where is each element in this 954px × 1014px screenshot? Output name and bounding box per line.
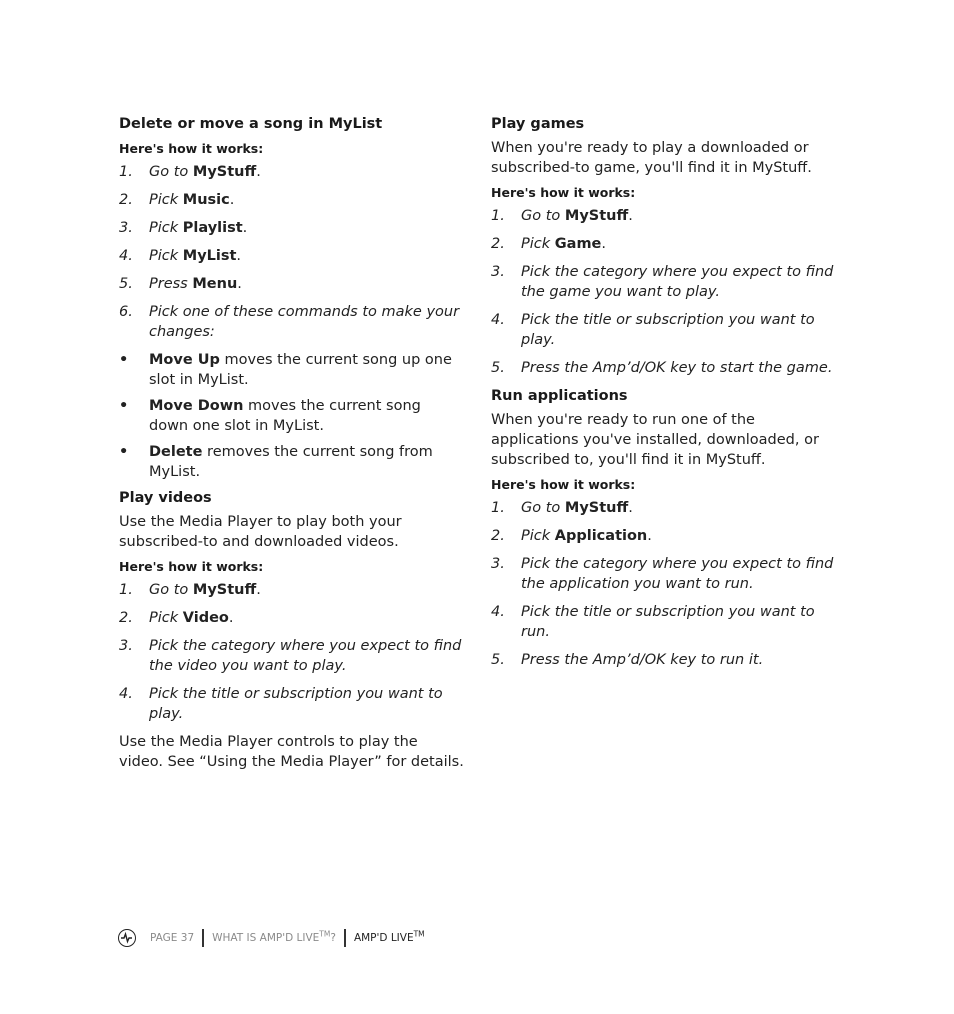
left-column bbox=[119, 114, 464, 776]
bullet-item: • Move Down moves the current song down one slot in MyList. bbox=[119, 398, 421, 434]
step-item: 4. Pick the title or subscription you want to play. bbox=[491, 312, 815, 348]
app-steps bbox=[491, 498, 836, 670]
page-number: PAGE 37 bbox=[150, 932, 195, 944]
step-item: 4. Pick the title or subscription you want to play. bbox=[119, 686, 443, 722]
step-item: 4. Pick the title or subscription you want to run. bbox=[491, 604, 815, 640]
ampd-logo-icon bbox=[118, 929, 136, 947]
videos-intro: Use the Media Player to play both your subscribed-to and downloaded videos. bbox=[119, 514, 402, 550]
footer-divider bbox=[344, 929, 346, 947]
run-applications-heading: Run applications bbox=[491, 388, 628, 404]
how-it-works-label: Here's how it works: bbox=[119, 559, 264, 574]
step-item: 5. Press the Amp’d/OK key to run it. bbox=[491, 652, 764, 668]
video-steps bbox=[119, 580, 464, 724]
step-item: 5. Press the Amp’d/OK key to start the game. bbox=[491, 360, 833, 376]
step-item: 2. Pick Game. bbox=[491, 236, 607, 252]
game-steps bbox=[491, 206, 836, 378]
step-item: 2. Pick Music. bbox=[119, 192, 235, 208]
right-column bbox=[491, 114, 836, 678]
how-it-works-label: Here's how it works: bbox=[491, 477, 636, 492]
step-item: 1. Go to MyStuff. bbox=[119, 582, 261, 598]
step-item: 1. Go to MyStuff. bbox=[491, 500, 633, 516]
games-intro: When you're ready to play a downloaded or subscribed-to game, you'll find it in MyStuff. bbox=[491, 140, 812, 176]
step-item: 4. Pick MyList. bbox=[119, 248, 242, 264]
book-title: AMP'D LIVE™ bbox=[353, 929, 425, 944]
step-item: 6. Pick one of these commands to make your changes: bbox=[119, 304, 460, 340]
step-item: 1. Go to MyStuff. bbox=[119, 164, 261, 180]
step-item: 3. Pick Playlist. bbox=[119, 220, 248, 236]
step-item: 3. Pick the category where you expect to find the video you want to play. bbox=[119, 638, 462, 674]
videos-outro: Use the Media Player controls to play the video. See “Using the Media Player” for details. bbox=[119, 734, 464, 770]
play-videos-heading: Play videos bbox=[119, 490, 212, 506]
step-item: 2. Pick Application. bbox=[491, 528, 652, 544]
command-bullets bbox=[119, 350, 464, 482]
step-item: 3. Pick the category where you expect to find the application you want to run. bbox=[491, 556, 834, 592]
bullet-item: • Delete removes the current song from MyList. bbox=[119, 444, 433, 480]
footer-divider bbox=[202, 929, 204, 947]
bullet-item: • Move Up moves the current song up one slot in MyList. bbox=[119, 352, 452, 388]
how-it-works-label: Here's how it works: bbox=[491, 185, 636, 200]
step-item: 2. Pick Video. bbox=[119, 610, 234, 626]
step-item: 1. Go to MyStuff. bbox=[491, 208, 633, 224]
section-title: WHAT IS AMP'D LIVE™? bbox=[212, 929, 336, 944]
how-it-works-label: Here's how it works: bbox=[119, 141, 264, 156]
step-item: 3. Pick the category where you expect to find the game you want to play. bbox=[491, 264, 834, 300]
play-games-heading: Play games bbox=[491, 116, 585, 132]
delete-move-heading: Delete or move a song in MyList bbox=[119, 116, 383, 132]
apps-intro: When you're ready to run one of the applications you've installed, downloaded, or subscribed to, you'll find it in MyStuff. bbox=[491, 412, 819, 468]
step-item: 5. Press Menu. bbox=[119, 276, 242, 292]
delete-steps bbox=[119, 162, 464, 342]
page-footer bbox=[118, 926, 425, 950]
